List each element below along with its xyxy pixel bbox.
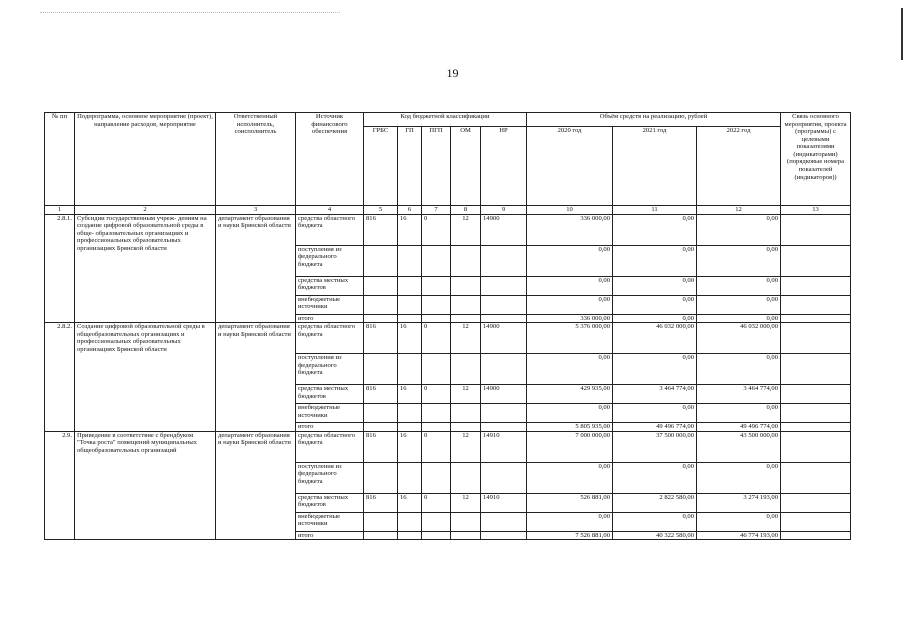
amount-2022: 49 496 774,00 <box>697 423 781 432</box>
amount-2021: 40 322 580,00 <box>613 531 697 540</box>
code-grbs <box>364 276 398 295</box>
header-year-2020: 2020 год <box>527 127 613 206</box>
code-ir <box>481 531 527 540</box>
code-om <box>451 314 481 323</box>
item-responsible: департамент образования и науки Брянской области <box>216 431 296 540</box>
column-number: 10 <box>527 206 613 215</box>
code-gp <box>398 354 422 385</box>
code-om: 12 <box>451 385 481 404</box>
code-pgp <box>422 245 451 276</box>
indicator-link <box>781 404 851 423</box>
header-link: Связь основного мероприятия, проекта (программы) с целевыми показателями (индикаторами) (порядковые номера показателей (индикаторов)) <box>781 113 851 206</box>
amount-2021: 0,00 <box>613 245 697 276</box>
amount-2020: 5 805 935,00 <box>527 423 613 432</box>
code-grbs <box>364 245 398 276</box>
amount-2022: 46 032 000,00 <box>697 323 781 354</box>
amount-2021: 0,00 <box>613 295 697 314</box>
indicator-link <box>781 295 851 314</box>
amount-2022: 43 500 000,00 <box>697 431 781 462</box>
column-number: 8 <box>451 206 481 215</box>
code-ir: 14910 <box>481 493 527 512</box>
code-gp <box>398 423 422 432</box>
code-gp <box>398 276 422 295</box>
code-ir <box>481 423 527 432</box>
page-number: 19 <box>446 66 459 80</box>
code-om: 12 <box>451 493 481 512</box>
indicator-link <box>781 245 851 276</box>
indicator-link <box>781 493 851 512</box>
code-gp: 16 <box>398 493 422 512</box>
funding-source: внебюджетные источники <box>296 404 364 423</box>
code-pgp <box>422 531 451 540</box>
indicator-link <box>781 354 851 385</box>
code-pgp <box>422 276 451 295</box>
funding-source: средства местных бюджетов <box>296 493 364 512</box>
funding-source: поступления из федерального бюджета <box>296 462 364 493</box>
code-gp <box>398 512 422 531</box>
code-om <box>451 245 481 276</box>
amount-2020: 526 881,00 <box>527 493 613 512</box>
code-gp <box>398 404 422 423</box>
amount-2022: 46 774 193,00 <box>697 531 781 540</box>
page-edge-mark <box>901 8 903 60</box>
code-grbs <box>364 462 398 493</box>
code-gp <box>398 295 422 314</box>
amount-2020: 7 526 881,00 <box>527 531 613 540</box>
code-om <box>451 423 481 432</box>
indicator-link <box>781 323 851 354</box>
item-number: 2.8.1. <box>45 214 75 323</box>
funding-source: средства местных бюджетов <box>296 385 364 404</box>
amount-2020: 0,00 <box>527 354 613 385</box>
amount-2021: 49 496 774,00 <box>613 423 697 432</box>
indicator-link <box>781 276 851 295</box>
total-label: итого <box>296 314 364 323</box>
amount-2021: 0,00 <box>613 462 697 493</box>
amount-2022: 3 464 774,00 <box>697 385 781 404</box>
code-pgp <box>422 354 451 385</box>
code-ir: 14900 <box>481 385 527 404</box>
code-grbs: 816 <box>364 323 398 354</box>
code-pgp <box>422 462 451 493</box>
code-ir <box>481 354 527 385</box>
code-grbs <box>364 314 398 323</box>
code-ir <box>481 276 527 295</box>
amount-2021: 37 500 000,00 <box>613 431 697 462</box>
code-om <box>451 354 481 385</box>
header-gp: ГП <box>398 127 422 206</box>
code-grbs <box>364 423 398 432</box>
amount-2020: 0,00 <box>527 295 613 314</box>
code-gp: 16 <box>398 431 422 462</box>
code-pgp <box>422 295 451 314</box>
amount-2022: 0,00 <box>697 354 781 385</box>
amount-2021: 0,00 <box>613 512 697 531</box>
amount-2020: 0,00 <box>527 404 613 423</box>
code-pgp <box>422 423 451 432</box>
code-grbs <box>364 404 398 423</box>
code-pgp <box>422 404 451 423</box>
amount-2022: 0,00 <box>697 214 781 245</box>
amount-2022: 0,00 <box>697 276 781 295</box>
funding-row <box>45 431 851 462</box>
amount-2022: 0,00 <box>697 314 781 323</box>
amount-2022: 0,00 <box>697 295 781 314</box>
amount-2020: 336 000,00 <box>527 314 613 323</box>
funding-source: средства областного бюджета <box>296 431 364 462</box>
amount-2020: 5 376 000,00 <box>527 323 613 354</box>
item-number: 2.9. <box>45 431 75 540</box>
code-gp <box>398 314 422 323</box>
amount-2021: 2 822 580,00 <box>613 493 697 512</box>
code-ir <box>481 314 527 323</box>
amount-2021: 0,00 <box>613 354 697 385</box>
header-pgp: ПГП <box>422 127 451 206</box>
amount-2022: 0,00 <box>697 245 781 276</box>
code-ir <box>481 245 527 276</box>
indicator-link <box>781 431 851 462</box>
item-program: Приведение в соответствие с брендбуком "Точка роста" помещений муниципальных общеобразовательных организаций <box>75 431 216 540</box>
code-om: 12 <box>451 431 481 462</box>
column-number: 3 <box>216 206 296 215</box>
code-pgp <box>422 314 451 323</box>
code-ir: 14900 <box>481 214 527 245</box>
code-grbs <box>364 512 398 531</box>
item-program: Создание цифровой образовательной среды в общеобразовательных организациях и профессиональных образовательных организациях Брянской области <box>75 323 216 432</box>
column-number: 1 <box>45 206 75 215</box>
amount-2022: 3 274 193,00 <box>697 493 781 512</box>
total-label: итого <box>296 531 364 540</box>
indicator-link <box>781 214 851 245</box>
header-om: ОМ <box>451 127 481 206</box>
header-volume: Объём средств на реализацию, рублей <box>527 113 781 127</box>
header-budget-code: Код бюджетной классификации <box>364 113 527 127</box>
code-ir: 14900 <box>481 323 527 354</box>
code-om <box>451 512 481 531</box>
code-pgp: 0 <box>422 214 451 245</box>
item-responsible: департамент образования и науки Брянской области <box>216 323 296 432</box>
amount-2020: 429 935,00 <box>527 385 613 404</box>
code-om <box>451 276 481 295</box>
budget-table <box>44 112 851 540</box>
column-number: 11 <box>613 206 697 215</box>
amount-2021: 0,00 <box>613 214 697 245</box>
total-label: итого <box>296 423 364 432</box>
code-om: 12 <box>451 214 481 245</box>
amount-2021: 46 032 000,00 <box>613 323 697 354</box>
amount-2020: 0,00 <box>527 512 613 531</box>
code-gp <box>398 531 422 540</box>
column-numbers-row <box>45 206 851 215</box>
indicator-link <box>781 462 851 493</box>
indicator-link <box>781 423 851 432</box>
amount-2020: 336 000,00 <box>527 214 613 245</box>
code-pgp: 0 <box>422 493 451 512</box>
header-grbs: ГРБС <box>364 127 398 206</box>
code-ir <box>481 462 527 493</box>
header-no: № пп <box>45 113 75 206</box>
amount-2021: 0,00 <box>613 314 697 323</box>
funding-source: средства местных бюджетов <box>296 276 364 295</box>
code-om <box>451 295 481 314</box>
column-number: 4 <box>296 206 364 215</box>
header-year-2022: 2022 год <box>697 127 781 206</box>
code-grbs <box>364 531 398 540</box>
amount-2021: 3 464 774,00 <box>613 385 697 404</box>
header-program: Подпрограмма, основное мероприятие (проект), направление расходов, мероприятие <box>75 113 216 206</box>
code-ir <box>481 404 527 423</box>
column-number: 13 <box>781 206 851 215</box>
code-grbs: 816 <box>364 493 398 512</box>
funding-source: средства областного бюджета <box>296 214 364 245</box>
amount-2022: 0,00 <box>697 404 781 423</box>
code-pgp <box>422 512 451 531</box>
code-om <box>451 531 481 540</box>
code-grbs: 816 <box>364 385 398 404</box>
code-gp <box>398 245 422 276</box>
amount-2020: 0,00 <box>527 462 613 493</box>
code-grbs: 816 <box>364 214 398 245</box>
header-source: Источник финансового обеспечения <box>296 113 364 206</box>
indicator-link <box>781 385 851 404</box>
column-number: 12 <box>697 206 781 215</box>
code-grbs: 816 <box>364 431 398 462</box>
code-gp: 16 <box>398 385 422 404</box>
funding-source: поступления из федерального бюджета <box>296 354 364 385</box>
code-pgp: 0 <box>422 323 451 354</box>
header-ir: НР <box>481 127 527 206</box>
indicator-link <box>781 531 851 540</box>
column-number: 9 <box>481 206 527 215</box>
column-number: 5 <box>364 206 398 215</box>
code-grbs <box>364 354 398 385</box>
column-number: 7 <box>422 206 451 215</box>
funding-source: внебюджетные источники <box>296 295 364 314</box>
item-program: Субсидии государственным учреж- дениям на создание цифровой образовательной среды в обще- образовательных организациях и профессиональных образовательных организациях Брянской области <box>75 214 216 323</box>
funding-source: поступления из федерального бюджета <box>296 245 364 276</box>
code-grbs <box>364 295 398 314</box>
code-om: 12 <box>451 323 481 354</box>
item-responsible: департамент образования и науки Брянской области <box>216 214 296 323</box>
funding-source: внебюджетные источники <box>296 512 364 531</box>
column-number: 2 <box>75 206 216 215</box>
funding-source: средства областного бюджета <box>296 323 364 354</box>
amount-2022: 0,00 <box>697 512 781 531</box>
amount-2020: 0,00 <box>527 245 613 276</box>
code-ir: 14910 <box>481 431 527 462</box>
column-number: 6 <box>398 206 422 215</box>
header-responsible: Ответственный исполнитель, соисполнитель <box>216 113 296 206</box>
code-ir <box>481 512 527 531</box>
amount-2020: 7 000 000,00 <box>527 431 613 462</box>
amount-2021: 0,00 <box>613 404 697 423</box>
amount-2020: 0,00 <box>527 276 613 295</box>
item-number: 2.8.2. <box>45 323 75 432</box>
code-gp: 16 <box>398 214 422 245</box>
amount-2021: 0,00 <box>613 276 697 295</box>
code-om <box>451 404 481 423</box>
code-ir <box>481 295 527 314</box>
funding-row <box>45 323 851 354</box>
code-pgp: 0 <box>422 385 451 404</box>
indicator-link <box>781 512 851 531</box>
header-year-2021: 2021 год <box>613 127 697 206</box>
code-gp <box>398 462 422 493</box>
scan-noise <box>40 12 340 17</box>
code-pgp: 0 <box>422 431 451 462</box>
code-om <box>451 462 481 493</box>
code-gp: 16 <box>398 323 422 354</box>
amount-2022: 0,00 <box>697 462 781 493</box>
funding-row <box>45 214 851 245</box>
indicator-link <box>781 314 851 323</box>
